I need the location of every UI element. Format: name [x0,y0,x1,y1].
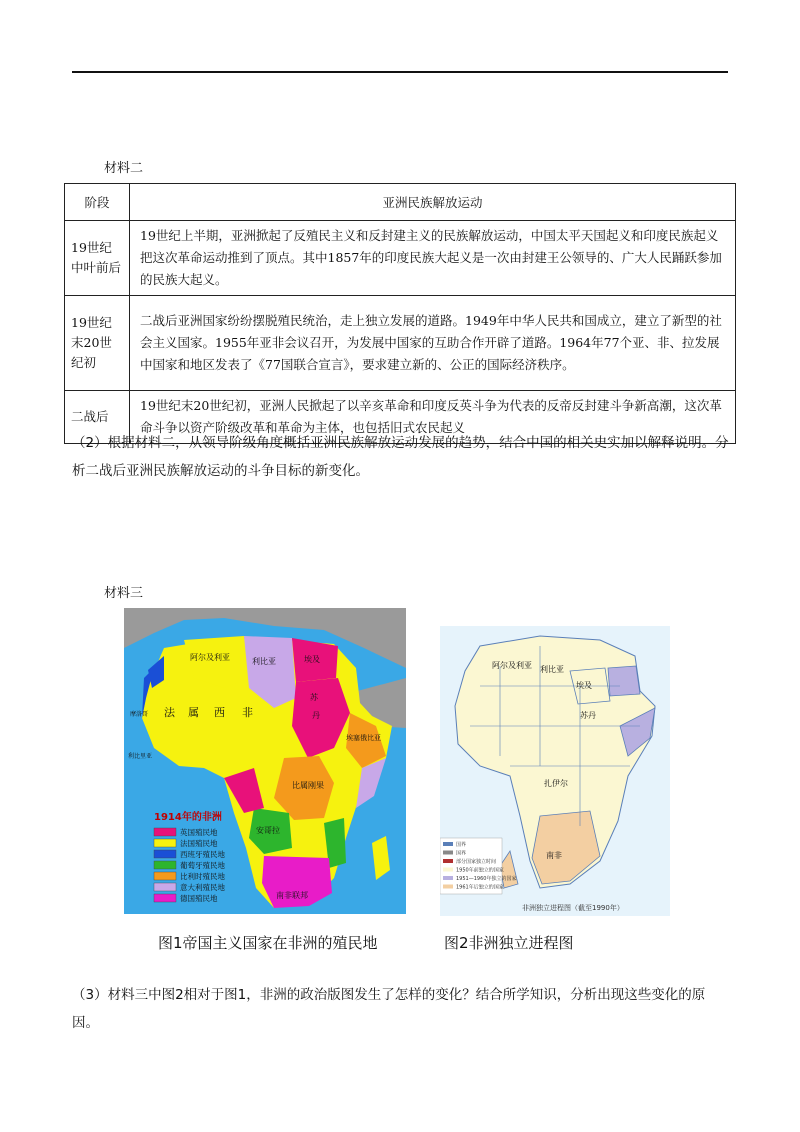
map1-label: 利比里亚 [128,753,153,760]
map1-label: 南非联邦 [276,891,308,900]
africa-independence-map [440,626,670,916]
material2-table [64,183,736,444]
map1-label: 比属刚果 [292,781,324,790]
legend-label: 英国殖民地 [180,828,218,837]
stage-cell: 19世纪末20世纪初 [65,296,130,391]
map1-label: 非 [242,706,253,719]
map2-label: 埃及 [576,681,592,690]
desc-cell: 二战后亚洲国家纷纷摆脱殖民统治，走上独立发展的道路。1949年中华人民共和国成立，建立了新型的社会主义国家。1955年亚非会议召开，为发展中国家的互助合作开辟了道路。1964年77个亚、非、拉发展中国家和地区发表了《77国联合宣言》，要求建立新的、公正的国际经济秩序。 [130,296,736,391]
legend-label: 西班牙殖民地 [180,850,225,859]
legend-label: 1951—1960年独立的国家 [456,876,517,882]
map1-label: 阿尔及利亚 [190,653,230,662]
map2-label: 利比亚 [540,665,564,674]
legend-swatch [443,885,453,889]
desc-cell: 19世纪上半期，亚洲掀起了反殖民主义和反封建主义的民族解放运动，中国太平天国起义和印度民族起义把这次革命运动推到了顶点。其中1857年的印度民族大起义是一次由封建王公领导的、广大人民踊跃参加的民族大起义。 [130,221,736,296]
table-header-row [65,184,736,221]
header-rule [72,71,728,73]
legend-swatch [154,828,176,836]
map1-label: 利比亚 [252,657,276,666]
header-movement: 亚洲民族解放运动 [130,184,736,221]
table-row [65,296,736,391]
legend-label: 1950年前独立的国家 [456,867,504,874]
legend-swatch [154,872,176,880]
map1-legend-title: 1914年的非洲 [154,812,222,823]
legend-swatch [443,842,453,846]
legend-label: 法国殖民地 [180,839,218,848]
question-3: （3）材料三中图2相对于图1，非洲的政治版图发生了怎样的变化？结合所学知识，分析出现这些变化的原因。 [72,987,706,1031]
material3-label: 材料三 [104,586,144,601]
map1-label: 摩洛哥 [130,711,149,718]
legend-swatch [154,850,176,858]
map2-inner-caption: 非洲独立进程图（截至1990年） [522,904,624,912]
map1-label: 西 [214,706,225,719]
legend-swatch [443,851,453,855]
legend-swatch [154,861,176,869]
legend-label: 意大利殖民地 [180,883,225,892]
legend-label: 比利时殖民地 [180,872,225,881]
map1-label: 属 [188,706,199,719]
legend-label: 葡萄牙殖民地 [180,861,225,870]
map1-label: 苏 [310,693,318,702]
map2-label: 南非 [546,851,562,860]
map2-caption: 图2非洲独立进程图 [444,934,574,952]
africa-1914-map [124,608,406,914]
map2-label: 扎伊尔 [544,779,568,788]
legend-label: 国界 [456,850,467,857]
legend-label: 1961年后独立的国家 [456,884,504,891]
stage-cell: 二战后 [65,391,130,444]
legend-swatch [154,883,176,891]
question-2: （2）根据材料二，从领导阶级角度概括亚洲民族解放运动发展的趋势，结合中国的相关史实加以解释说明。分析二战后亚洲民族解放运动的斗争目标的新变化。 [72,435,729,479]
legend-swatch [443,868,453,872]
stage-cell: 19世纪中叶前后 [65,221,130,296]
material2-label: 材料二 [104,161,144,176]
header-stage: 阶段 [65,184,130,221]
legend-label: 德国殖民地 [180,894,218,903]
desc-cell: 19世纪末20世纪初，亚洲人民掀起了以辛亥革命和印度反英斗争为代表的反帝反封建斗争新高潮，这次革命斗争以资产阶级改革和革命为主体，也包括旧式农民起义 [130,391,736,444]
map1-label: 安哥拉 [256,826,280,835]
map1-label: 埃塞俄比亚 [346,734,381,742]
table-row [65,221,736,296]
map1-label: 丹 [312,711,320,720]
map1-label: 法 [164,706,175,719]
map1-caption: 图1帝国主义国家在非洲的殖民地 [158,934,378,952]
map2-label: 苏丹 [580,711,596,720]
legend-swatch [443,876,453,880]
legend-label: 国界 [456,842,467,848]
map2-label: 阿尔及利亚 [492,661,532,670]
legend-swatch [154,894,176,902]
map1-label: 埃及 [304,655,320,664]
legend-swatch [443,859,453,863]
legend-label: 部分国家独立时间 [456,859,497,865]
legend-swatch [154,839,176,847]
